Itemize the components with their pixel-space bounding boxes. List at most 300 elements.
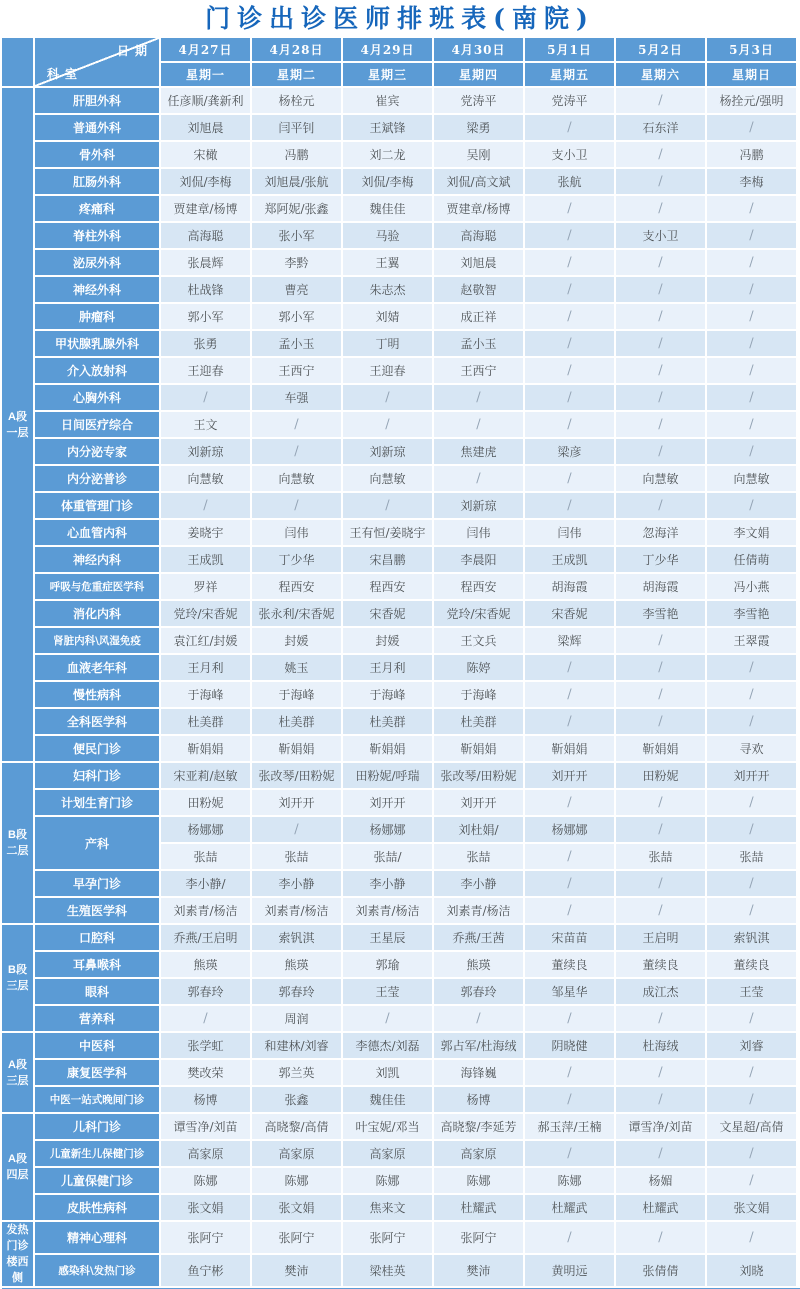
- dept-cell: 心血管内科: [35, 520, 159, 545]
- schedule-cell: 王星辰: [343, 925, 432, 950]
- schedule-cell: 李黔: [252, 250, 341, 275]
- schedule-cell: 刘素青/杨洁: [252, 898, 341, 923]
- schedule-cell: 刘开开: [252, 790, 341, 815]
- dept-cell: 精神心理科: [35, 1222, 159, 1253]
- schedule-cell: 张晨辉: [161, 250, 250, 275]
- schedule-cell: 王文: [161, 412, 250, 437]
- table-row: [2, 196, 796, 221]
- schedule-cell: /: [707, 196, 796, 221]
- schedule-cell: /: [616, 304, 705, 329]
- schedule-cell: /: [161, 385, 250, 410]
- schedule-cell: 支小卫: [525, 142, 614, 167]
- schedule-cell: /: [707, 358, 796, 383]
- table-row: [2, 142, 796, 167]
- schedule-cell: 杜美群: [161, 709, 250, 734]
- schedule-cell: /: [616, 439, 705, 464]
- table-row: [2, 493, 796, 518]
- schedule-cell: 于海峰: [434, 682, 523, 707]
- schedule-cell: 郑阿妮/张鑫: [252, 196, 341, 221]
- schedule-cell: 姜晓宇: [161, 520, 250, 545]
- table-row: [2, 277, 796, 302]
- schedule-cell: 于海峰: [161, 682, 250, 707]
- schedule-cell: 赵敬智: [434, 277, 523, 302]
- table-row: [2, 1168, 796, 1193]
- group-label-line: 侧: [12, 1272, 23, 1284]
- schedule-cell: 向慧敏: [707, 466, 796, 491]
- schedule-cell: 刘开开: [525, 763, 614, 788]
- schedule-cell: 石东洋: [616, 115, 705, 140]
- schedule-cell: 梁辉: [525, 628, 614, 653]
- schedule-cell: /: [616, 655, 705, 680]
- schedule-cell: 谭雪净/刘苗: [161, 1114, 250, 1139]
- schedule-cell: 刘开开: [343, 790, 432, 815]
- table-row: [2, 1033, 796, 1058]
- schedule-cell: /: [525, 790, 614, 815]
- schedule-cell: 胡海霞: [525, 574, 614, 599]
- schedule-cell: /: [616, 1087, 705, 1112]
- table-row: [2, 412, 796, 437]
- schedule-cell: /: [707, 790, 796, 815]
- table-row: [2, 358, 796, 383]
- schedule-cell: 杜海绒: [616, 1033, 705, 1058]
- table-row: [2, 1222, 796, 1253]
- table-row: [2, 250, 796, 275]
- dept-cell: 内分泌普诊: [35, 466, 159, 491]
- schedule-cell: 刘晓: [707, 1255, 796, 1286]
- schedule-cell: 闫平钊: [252, 115, 341, 140]
- schedule-cell: 程西安: [434, 574, 523, 599]
- dept-cell: 中医科: [35, 1033, 159, 1058]
- schedule-cell: 刘睿: [707, 1033, 796, 1058]
- schedule-cell: 杨博: [434, 1087, 523, 1112]
- schedule-cell: 梁桂英: [343, 1255, 432, 1286]
- group-label-cell: [2, 763, 33, 923]
- dept-cell: 慢性病科: [35, 682, 159, 707]
- schedule-cell: 叶宝妮/邓当: [343, 1114, 432, 1139]
- page-title: 门诊出诊医师排班表(南院): [205, 4, 595, 33]
- schedule-cell: 刘新琼: [343, 439, 432, 464]
- schedule-cell: /: [434, 466, 523, 491]
- schedule-cell: 刘开开: [434, 790, 523, 815]
- dept-cell: 肝胆外科: [35, 88, 159, 113]
- table-row: [2, 466, 796, 491]
- schedule-cell: 熊瑛: [434, 952, 523, 977]
- schedule-cell: 王莹: [707, 979, 796, 1004]
- dept-cell: 体重管理门诊: [35, 493, 159, 518]
- schedule-cell: 杜耀武: [525, 1195, 614, 1220]
- schedule-cell: /: [252, 493, 341, 518]
- table-row: [2, 682, 796, 707]
- dept-cell: 便民门诊: [35, 736, 159, 761]
- schedule-cell: /: [343, 1006, 432, 1031]
- schedule-cell: 李小静: [434, 871, 523, 896]
- schedule-cell: /: [525, 223, 614, 248]
- corner-dept-label: 科室: [47, 67, 84, 81]
- schedule-cell: 高海聪: [161, 223, 250, 248]
- schedule-cell: 杨娜娜: [343, 817, 432, 842]
- dept-cell: 神经内科: [35, 547, 159, 572]
- schedule-cell: 阴晓健: [525, 1033, 614, 1058]
- schedule-cell: /: [343, 412, 432, 437]
- schedule-cell: /: [525, 709, 614, 734]
- schedule-cell: /: [616, 142, 705, 167]
- dept-cell: 普通外科: [35, 115, 159, 140]
- table-row: [2, 925, 796, 950]
- schedule-cell: 郭小军: [252, 304, 341, 329]
- schedule-cell: 曹亮: [252, 277, 341, 302]
- schedule-cell: 袁江红/封媛: [161, 628, 250, 653]
- schedule-cell: 高家原: [434, 1141, 523, 1166]
- schedule-cell: /: [161, 1006, 250, 1031]
- group-label-cell: [2, 1114, 33, 1220]
- schedule-cell: 索钒淇: [707, 925, 796, 950]
- schedule-cell: 李小静: [252, 871, 341, 896]
- date-header-cell: 4月27日: [161, 38, 250, 61]
- schedule-cell: /: [525, 898, 614, 923]
- schedule-cell: /: [525, 493, 614, 518]
- schedule-cell: /: [525, 655, 614, 680]
- schedule-cell: 王西宁: [434, 358, 523, 383]
- table-row: [2, 331, 796, 356]
- table-row: [2, 871, 796, 896]
- schedule-cell: 陈娜: [343, 1168, 432, 1193]
- schedule-cell: /: [707, 1006, 796, 1031]
- dept-cell: 心胸外科: [35, 385, 159, 410]
- dept-cell: 口腔科: [35, 925, 159, 950]
- date-header-cell: 4月30日: [434, 38, 523, 61]
- table-row: [2, 1060, 796, 1085]
- schedule-cell: 刘素青/杨洁: [434, 898, 523, 923]
- group-label-cell: [2, 925, 33, 1031]
- table-body: [2, 88, 796, 1286]
- schedule-cell: 李德杰/刘磊: [343, 1033, 432, 1058]
- schedule-cell: 陈娜: [252, 1168, 341, 1193]
- dept-cell: 甲状腺乳腺外科: [35, 331, 159, 356]
- schedule-cell: /: [707, 1141, 796, 1166]
- schedule-cell: 郭兰英: [252, 1060, 341, 1085]
- schedule-cell: /: [525, 1141, 614, 1166]
- schedule-cell: 刘侃/高文斌: [434, 169, 523, 194]
- schedule-cell: /: [707, 223, 796, 248]
- schedule-cell: /: [707, 115, 796, 140]
- schedule-cell: 贾建章/杨博: [161, 196, 250, 221]
- schedule-table: [0, 36, 798, 1288]
- schedule-cell: 刘素青/杨洁: [161, 898, 250, 923]
- schedule-cell: 黄明远: [525, 1255, 614, 1286]
- schedule-cell: 于海峰: [252, 682, 341, 707]
- schedule-cell: /: [707, 709, 796, 734]
- schedule-cell: 李小静: [343, 871, 432, 896]
- table-row: [2, 817, 796, 842]
- schedule-cell: 封媛: [343, 628, 432, 653]
- table-row: [2, 979, 796, 1004]
- schedule-cell: /: [525, 358, 614, 383]
- schedule-cell: 靳娟娟: [161, 736, 250, 761]
- weekday-header-cell: 星期六: [616, 63, 705, 86]
- schedule-cell: 刘旭晨/张航: [252, 169, 341, 194]
- table-row: [2, 439, 796, 464]
- schedule-cell: 成正祥: [434, 304, 523, 329]
- schedule-cell: 闫伟: [434, 520, 523, 545]
- schedule-cell: 杜耀武: [434, 1195, 523, 1220]
- schedule-cell: /: [525, 115, 614, 140]
- schedule-cell: 王迎春: [343, 358, 432, 383]
- schedule-cell: /: [525, 277, 614, 302]
- schedule-cell: 梁彦: [525, 439, 614, 464]
- schedule-cell: /: [161, 493, 250, 518]
- schedule-cell: 邹星华: [525, 979, 614, 1004]
- schedule-cell: 刘开开: [707, 763, 796, 788]
- weekday-header-cell: 星期日: [707, 63, 796, 86]
- schedule-cell: 李小静/: [161, 871, 250, 896]
- dept-cell: 泌尿外科: [35, 250, 159, 275]
- schedule-cell: 文星超/高倩: [707, 1114, 796, 1139]
- schedule-cell: 王月利: [161, 655, 250, 680]
- weekday-header-cell: 星期一: [161, 63, 250, 86]
- schedule-cell: 杨媚: [616, 1168, 705, 1193]
- schedule-cell: 熊瑛: [252, 952, 341, 977]
- schedule-cell: 王莹: [343, 979, 432, 1004]
- schedule-cell: 靳娟娟: [616, 736, 705, 761]
- schedule-cell: 鱼宁彬: [161, 1255, 250, 1286]
- schedule-cell: 董续良: [707, 952, 796, 977]
- dept-cell: 脊柱外科: [35, 223, 159, 248]
- date-header-cell: 5月1日: [525, 38, 614, 61]
- schedule-cell: 任彦顺/龚新利: [161, 88, 250, 113]
- schedule-cell: 丁少华: [616, 547, 705, 572]
- group-label-line: 一层: [6, 426, 29, 439]
- schedule-cell: 刘侃/李梅: [343, 169, 432, 194]
- dept-cell: 儿科门诊: [35, 1114, 159, 1139]
- table-row: [2, 547, 796, 572]
- schedule-cell: 杨娜娜: [161, 817, 250, 842]
- schedule-cell: 冯鹏: [252, 142, 341, 167]
- schedule-cell: 郭春玲: [161, 979, 250, 1004]
- schedule-cell: 樊沛: [252, 1255, 341, 1286]
- schedule-cell: 刘二龙: [343, 142, 432, 167]
- schedule-cell: 田粉妮/呼瑞: [343, 763, 432, 788]
- schedule-cell: /: [616, 709, 705, 734]
- schedule-cell: 朱志杰: [343, 277, 432, 302]
- schedule-cell: 张文娟: [252, 1195, 341, 1220]
- schedule-cell: 向慧敏: [161, 466, 250, 491]
- table-row: [2, 1255, 796, 1286]
- schedule-cell: 张喆/: [343, 844, 432, 869]
- schedule-cell: 乔燕/王茜: [434, 925, 523, 950]
- schedule-cell: 党涛平: [525, 88, 614, 113]
- table-row: [2, 790, 796, 815]
- schedule-cell: /: [707, 871, 796, 896]
- schedule-cell: 樊沛: [434, 1255, 523, 1286]
- table-row: [2, 952, 796, 977]
- schedule-cell: 杜美群: [252, 709, 341, 734]
- schedule-cell: 任倩萌: [707, 547, 796, 572]
- schedule-cell: 田粉妮: [616, 763, 705, 788]
- table-row: [2, 304, 796, 329]
- dept-cell: 产科: [35, 817, 159, 869]
- schedule-cell: /: [707, 817, 796, 842]
- schedule-cell: 刘素青/杨洁: [343, 898, 432, 923]
- schedule-cell: 党玲/宋香妮: [434, 601, 523, 626]
- schedule-cell: /: [525, 1006, 614, 1031]
- schedule-cell: 刘新琼: [161, 439, 250, 464]
- schedule-cell: 王文兵: [434, 628, 523, 653]
- schedule-cell: /: [252, 412, 341, 437]
- schedule-cell: 李雪艳: [616, 601, 705, 626]
- schedule-cell: /: [616, 1141, 705, 1166]
- table-row: [2, 736, 796, 761]
- schedule-cell: 吴刚: [434, 142, 523, 167]
- schedule-cell: 高家原: [343, 1141, 432, 1166]
- schedule-cell: 宋香妮: [525, 601, 614, 626]
- dept-cell: 呼吸与危重症医学科: [35, 574, 159, 599]
- schedule-cell: /: [616, 493, 705, 518]
- dept-cell: 营养科: [35, 1006, 159, 1031]
- schedule-cell: /: [525, 1060, 614, 1085]
- schedule-cell: 李文娟: [707, 520, 796, 545]
- corner-cell: [35, 38, 159, 86]
- date-header-cell: 5月2日: [616, 38, 705, 61]
- schedule-cell: 焦来文: [343, 1195, 432, 1220]
- schedule-cell: /: [707, 1222, 796, 1253]
- schedule-cell: /: [707, 277, 796, 302]
- schedule-cell: 陈婷: [434, 655, 523, 680]
- schedule-cell: /: [616, 196, 705, 221]
- schedule-cell: 支小卫: [616, 223, 705, 248]
- schedule-cell: 乔燕/王启明: [161, 925, 250, 950]
- schedule-cell: 刘旭晨: [434, 250, 523, 275]
- schedule-cell: 王西宁: [252, 358, 341, 383]
- group-label-line: A段: [8, 410, 27, 423]
- schedule-cell: 封媛: [252, 628, 341, 653]
- schedule-cell: 李晨阳: [434, 547, 523, 572]
- schedule-cell: /: [707, 331, 796, 356]
- schedule-cell: 冯小燕: [707, 574, 796, 599]
- schedule-cell: /: [616, 871, 705, 896]
- dept-cell: 肿瘤科: [35, 304, 159, 329]
- table-row: [2, 1195, 796, 1220]
- table-row: [2, 1006, 796, 1031]
- dept-cell: 生殖医学科: [35, 898, 159, 923]
- schedule-cell: /: [707, 898, 796, 923]
- schedule-cell: /: [616, 88, 705, 113]
- dept-cell: 计划生育门诊: [35, 790, 159, 815]
- table-row: [2, 763, 796, 788]
- schedule-cell: 杜战锋: [161, 277, 250, 302]
- schedule-cell: 熊瑛: [161, 952, 250, 977]
- schedule-cell: 张喆: [707, 844, 796, 869]
- schedule-cell: 向慧敏: [616, 466, 705, 491]
- schedule-cell: /: [252, 817, 341, 842]
- dept-cell: 骨外科: [35, 142, 159, 167]
- dept-cell: 血液老年科: [35, 655, 159, 680]
- schedule-cell: 刘凯: [343, 1060, 432, 1085]
- schedule-cell: /: [343, 385, 432, 410]
- group-label-cell: [2, 1033, 33, 1112]
- schedule-cell: 郝玉萍/王楠: [525, 1114, 614, 1139]
- schedule-cell: /: [707, 655, 796, 680]
- group-label-line: 三层: [6, 980, 29, 992]
- schedule-cell: 丁少华: [252, 547, 341, 572]
- schedule-cell: 罗祥: [161, 574, 250, 599]
- group-label-line: 发热: [6, 1224, 29, 1236]
- schedule-cell: /: [616, 277, 705, 302]
- schedule-cell: /: [434, 385, 523, 410]
- schedule-cell: 陈娜: [525, 1168, 614, 1193]
- schedule-cell: 张鑫: [252, 1087, 341, 1112]
- schedule-cell: 张航: [525, 169, 614, 194]
- group-label-cell: [2, 88, 33, 761]
- table-row: [2, 115, 796, 140]
- schedule-cell: 向慧敏: [252, 466, 341, 491]
- table-row: [2, 223, 796, 248]
- dept-cell: 眼科: [35, 979, 159, 1004]
- schedule-cell: 高晓黎/李延芳: [434, 1114, 523, 1139]
- group-label-cell: [2, 1222, 33, 1286]
- table-row: [2, 709, 796, 734]
- dept-cell: 肛肠外科: [35, 169, 159, 194]
- schedule-cell: 李雪艳: [707, 601, 796, 626]
- schedule-cell: 李梅: [707, 169, 796, 194]
- schedule-cell: /: [616, 1222, 705, 1253]
- schedule-cell: /: [434, 1006, 523, 1031]
- schedule-cell: 郭春玲: [434, 979, 523, 1004]
- schedule-cell: /: [252, 439, 341, 464]
- schedule-cell: 郭小军: [161, 304, 250, 329]
- schedule-cell: 党玲/宋香妮: [161, 601, 250, 626]
- group-label-line: 二层: [6, 845, 29, 857]
- schedule-cell: /: [707, 250, 796, 275]
- weekday-header-cell: 星期五: [525, 63, 614, 86]
- dept-cell: 疼痛科: [35, 196, 159, 221]
- schedule-cell: 宋橄: [161, 142, 250, 167]
- schedule-cell: 高晓黎/高倩: [252, 1114, 341, 1139]
- schedule-cell: 高家原: [252, 1141, 341, 1166]
- schedule-cell: 高海聪: [434, 223, 523, 248]
- schedule-cell: /: [616, 682, 705, 707]
- schedule-cell: 宋昌鹏: [343, 547, 432, 572]
- table-row: [2, 898, 796, 923]
- schedule-cell: /: [707, 1168, 796, 1193]
- schedule-cell: 于海峰: [343, 682, 432, 707]
- schedule-cell: 郭瑜: [343, 952, 432, 977]
- schedule-cell: /: [616, 898, 705, 923]
- date-header-row: [2, 38, 796, 61]
- schedule-cell: 胡海霞: [616, 574, 705, 599]
- schedule-cell: 靳娟娟: [525, 736, 614, 761]
- schedule-cell: 王成凯: [161, 547, 250, 572]
- schedule-cell: 杨拴元/强明: [707, 88, 796, 113]
- schedule-cell: /: [707, 682, 796, 707]
- schedule-cell: /: [616, 412, 705, 437]
- schedule-cell: /: [707, 412, 796, 437]
- schedule-cell: 张喆: [161, 844, 250, 869]
- schedule-cell: 杜耀武: [616, 1195, 705, 1220]
- dept-cell: 皮肤性病科: [35, 1195, 159, 1220]
- schedule-cell: 杨娜娜: [525, 817, 614, 842]
- weekday-header-cell: 星期三: [343, 63, 432, 86]
- table-row: [2, 169, 796, 194]
- table-row: [2, 385, 796, 410]
- schedule-cell: /: [525, 844, 614, 869]
- group-label-line: B段: [8, 829, 27, 841]
- schedule-cell: 王迎春: [161, 358, 250, 383]
- schedule-cell: /: [434, 412, 523, 437]
- schedule-cell: 张永利/宋香妮: [252, 601, 341, 626]
- schedule-cell: 海锋巍: [434, 1060, 523, 1085]
- schedule-cell: /: [525, 250, 614, 275]
- schedule-cell: 丁明: [343, 331, 432, 356]
